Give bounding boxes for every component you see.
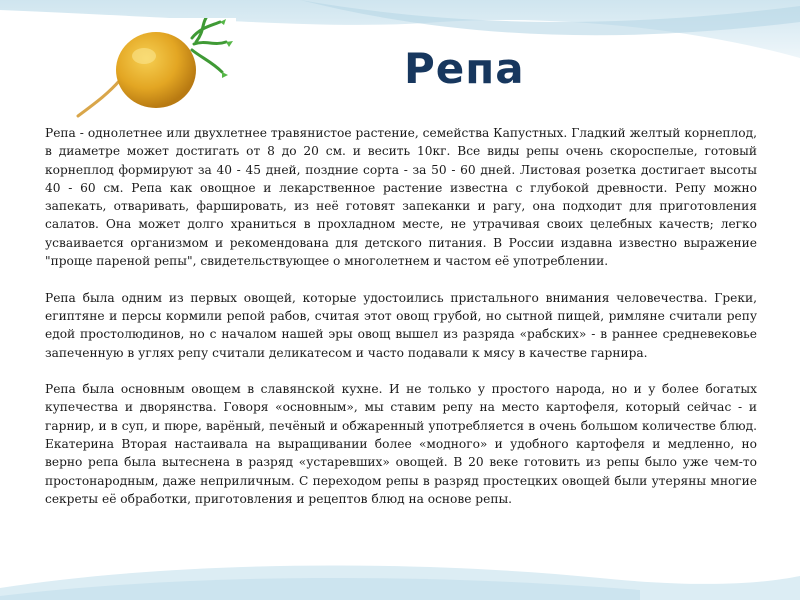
slide-title: Репа xyxy=(404,44,525,93)
paragraph-history: Репа была одним из первых овощей, которые удостоились пристального внимания человечества. Греки, египтяне и персы кормили репой рабов, считая этот овощ грубой, но сытной пищей, римляне считали репу едой простолюдинов, но с началом нашей эры овощ вышел из разряда «рабских» - в раннее средневековье запеченную в углях репу считали деликатесом и часто подавали к мясу в качестве гарнира. xyxy=(45,290,757,360)
turnip-image xyxy=(74,18,236,122)
article-body xyxy=(45,124,757,527)
paragraph-description: Репа - однолетнее или двухлетнее травянистое растение, семейства Капустных. Гладкий желтый корнеплод, в диаметре может достигать от 8 до 20 см. и весить 10кг. Все виды репы очень скороспелые, готовый корнеплод формируют за 40 - 45 дней, поздние сорта - за 50 - 60 дней. Листовая розетка достигает высоты 40 - 60 см. Репа как овощное и лекарственное растение известна с глубокой древности. Репу можно запекать, отваривать, фаршировать, из неё готовят запеканки и рагу, она подходит для приготовления салатов. Она может долго храниться в прохладном месте, не утрачивая своих целебных качеств; легко усваивается организмом и рекомендована для детского питания. В России издавна известно выражение "проще пареной репы", свидетельствующее о многолетнем и частом её употреблении. xyxy=(45,126,757,269)
paragraph-slavic-cuisine: Репа была основным овощем в славянской кухне. И не только у простого народа, но и у более богатых купечества и дворянства. Говоря «основным», мы ставим репу на место картофеля, который сейчас - и гарнир, и в суп, и пюре, варёный, печёный и обжаренный употребляется в очень большом количестве блюд. Екатерина Вторая настаивала на выращивании более «модного» и удобного картофеля и медленно, но верно репа была вытеснена в разряд «устаревших» овощей. В 20 веке готовить из репы было уже чем-то простонародным, даже неприличным. С переходом репы в разряд простецких овощей были утеряны многие секреты её обработки, приготовления и рецептов блюд на основе репы. xyxy=(45,382,757,506)
